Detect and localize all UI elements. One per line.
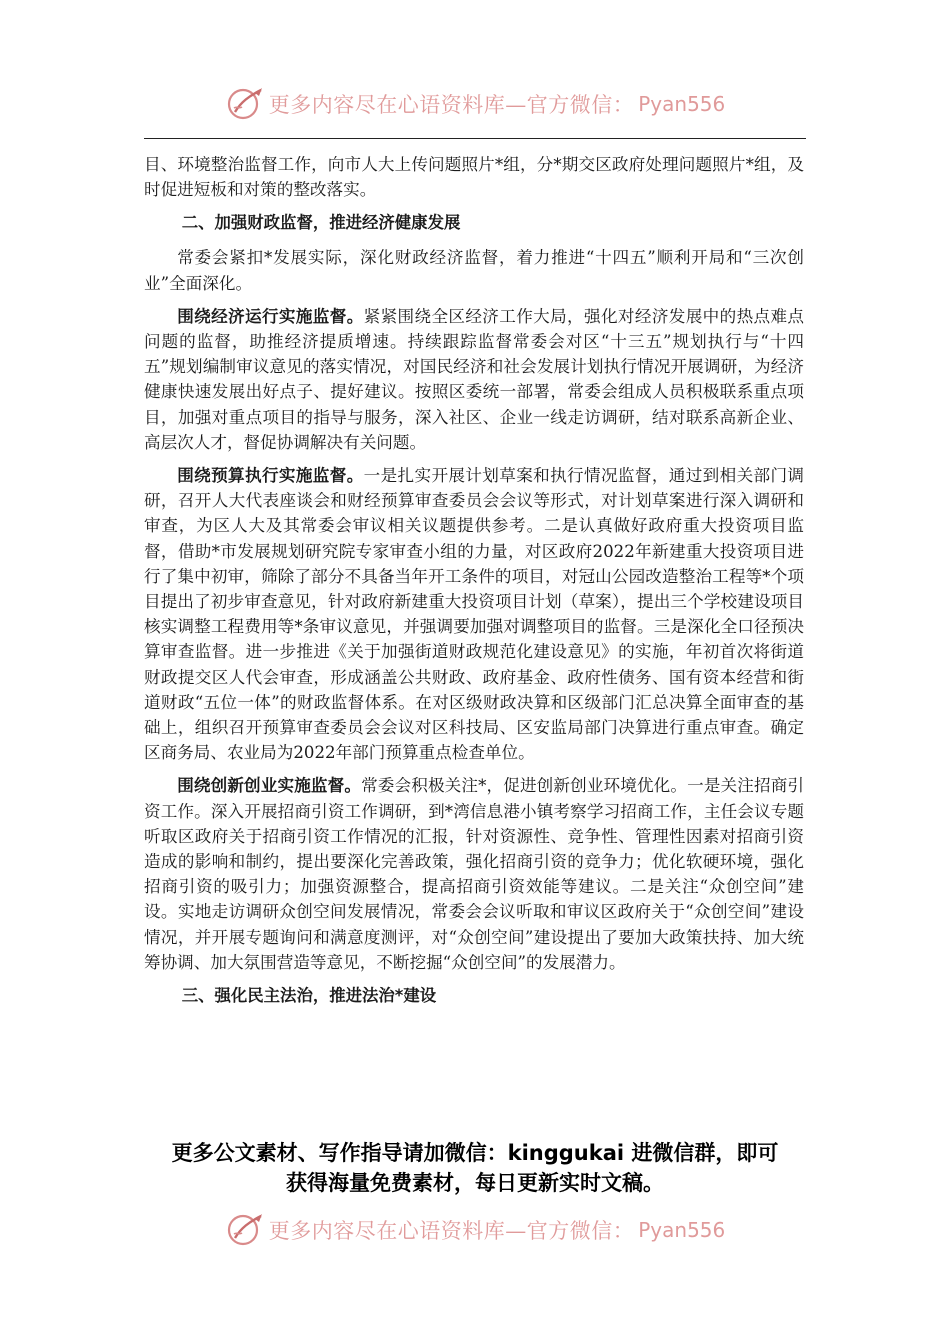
watermark-text: 更多内容尽在心语资料库—官方微信： [268,93,635,117]
document-body [144,152,804,1018]
paragraph-body: 一是扎实开展计划草案和执行情况监督，通过到相关部门调研，召开人大代表座谈会和财经预算审查委员会会议等形式，对计划草案进行深入调研和审查，为区人大及其常委会审议相关议题提供参考。二是认真做好政府重大投资项目监督，借助*市发展规划研究院专家审查小组的力量，对区政府2022年新建重大投资项目进行了集中初审，筛除了部分不具备当年开工条件的项目，对冠山公园改造整治工程等*个项目提出了初步审查意见，针对政府新建重大投资项目计划（草案），提出三个学校建设项目核实调整工程费用等*条审议意见，并强调要加强对调整项目的监督。三是深化全口径预决算审查监督。进一步推进《关于加强街道财政规范化建设意见》的实施，年初首次将街道财政提交区人代会审查，形成涵盖公共财政、政府基金、政府性债务、国有资本经营和街道财政“五位一体”的财政监督体系。在对区级财政决算和区级部门汇总决算全面审查的基础上，组织召开预算审查委员会会议对区科技局、区安监局部门决算进行重点审查。确定区商务局、农业局为2022年部门预算重点检查单位。 [144,466,805,763]
watermark-wechat-id: Pyan556 [638,1218,726,1242]
paragraph-intro: 常委会紧扣*发展实际，深化财政经济监督，着力推进“十四五”顺利开局和“三次创业”全面深化。 [144,248,804,293]
paragraph-continuation: 目、环境整治监督工作，向市人大上传问题照片*组，分*期交区政府处理问题照片*组，及时促进短板和对策的整改落实。 [144,155,804,200]
promo-line-1: 更多公文素材、写作指导请加微信：kinggukai 进微信群，即可 [171,1141,779,1165]
section-heading-2: 二、加强财政监督，推进经济健康发展 [181,213,461,233]
watermark-wechat-id: Pyan556 [638,92,726,116]
paragraph-economy [144,304,804,455]
paragraph-body: 常委会积极关注*，促进创新创业环境优化。一是关注招商引资工作。深入开展招商引资工作调研，到*湾信息港小镇考察学习招商工作，主任会议专题听取区政府关于招商引资工作情况的汇报，针对资源性、竞争性、管理性因素对招商引资造成的影响和制约，提出要深化完善政策，强化招商引资的竞争力；优化软硬环境，强化招商引资的吸引力；加强资源整合，提高招商引资效能等建议。二是关注“众创空间”建设。实地走访调研众创空间发展情况，常委会会议听取和审议区政府关于“众创空间”建设情况，并开展专题询问和满意度测评，对“众创空间”建设提出了要加大政策扶持、加大统筹协调、加大氛围营造等意见，不断挖掘“众创空间”的发展潜力。 [144,776,805,972]
paragraph-lead: 围绕预算执行实施监督。 [177,466,364,486]
paragraph-innovation [144,773,804,975]
pen-logo-icon [225,1210,265,1250]
paragraph-lead: 围绕创新创业实施监督。 [177,776,362,796]
promo-line-2: 获得海量免费素材，每日更新实时文稿。 [286,1171,664,1195]
paragraph-body: 紧紧围绕全区经济工作大局，强化对经济发展中的热点难点问题的监督，助推经济提质增速。持续跟踪监督常委会对区“十三五”规划执行与“十四五”规划编制审议意见的落实情况，对国民经济和社会发展计划执行情况开展调研，为经济健康快速发展出好点子、提好建议。按照区委统一部署，常委会组成人员积极联系重点项目，加强对重点项目的指导与服务，深入社区、企业一线走访调研，结对联系高新企业、高层次人才，督促协调解决有关问题。 [144,306,805,452]
paragraph-budget [144,463,804,765]
paragraph-lead: 围绕经济运行实施监督。 [177,306,364,326]
section-heading-3: 三、强化民主法治，推进法治*建设 [181,986,437,1006]
pen-logo-icon [225,84,265,124]
watermark-text: 更多内容尽在心语资料库—官方微信： [268,1219,635,1243]
footer-watermark [0,1208,950,1252]
promo-banner [144,1138,806,1198]
header-divider [144,138,806,139]
header-watermark [0,82,950,126]
